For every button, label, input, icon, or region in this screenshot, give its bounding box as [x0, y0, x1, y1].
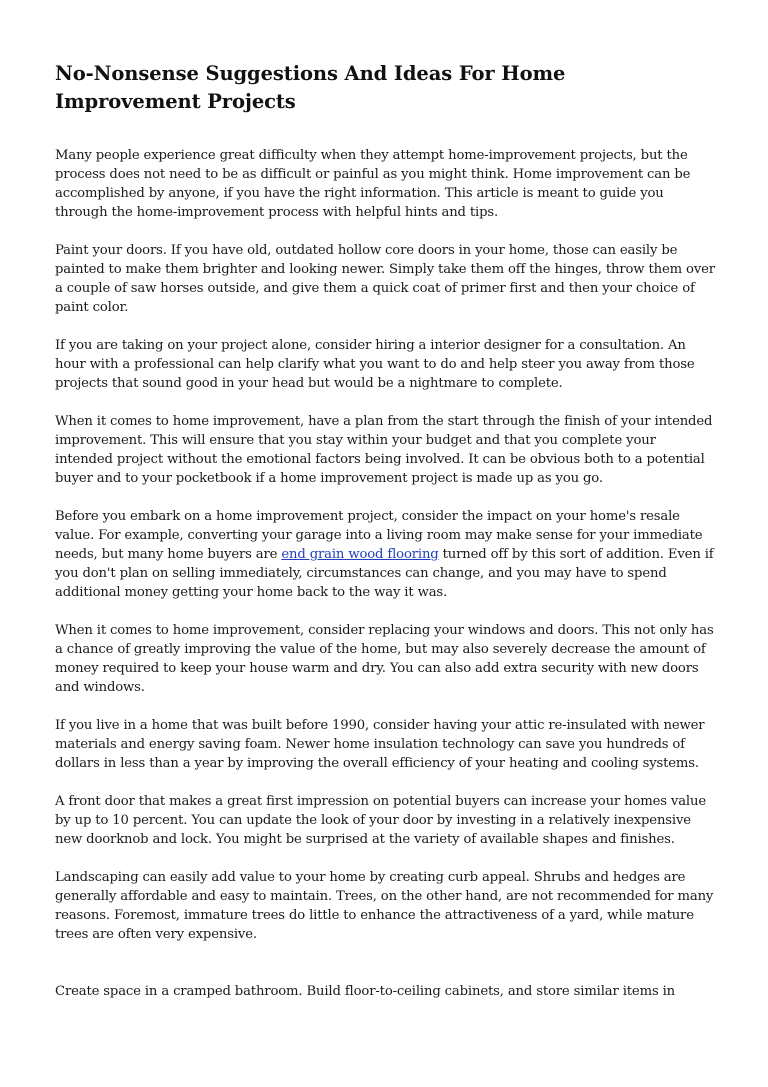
- paragraph-intro: Many people experience great difficulty when they attempt home-improvement projects, but the process does not need to be as difficult or painful as you might think. Home improvement can be accomplished by anyone, if you have the right information. This article is meant to guide you through the home-improvement process with helpful hints and tips.: [55, 148, 691, 220]
- paragraph-attic-insulation: If you live in a home that was built before 1990, consider having your attic re-insulated with newer materials and energy saving foam. Newer home insulation technology can save you hundreds of dollars in less than a year by improving the overall efficiency of your heating and cooling systems.: [55, 718, 705, 771]
- paragraph-interior-designer: If you are taking on your project alone, consider hiring a interior designer for a consultation. An hour with a professional can help clarify what you want to do and help steer you away from those projects that sound good in your head but would be a nightmare to complete.: [55, 338, 695, 391]
- article-title: No-Nonsense Suggestions And Ideas For Home Improvement Projects: [55, 62, 566, 113]
- document-page: [55, 60, 715, 1020]
- resale-text-before-link: Before you embark on a home improvement project, consider the impact on your home's resale value. For example, converting your garage into a living room may make sense for your immediate needs, but many home buyers are: [55, 509, 703, 562]
- paragraph-plan: When it comes to home improvement, have a plan from the start through the finish of your intended improvement. This will ensure that you stay within your budget and that you complete your intended project without the emotional factors being involved. It can be obvious both to a potential buyer and to your pocketbook if a home improvement project is made up as you go.: [55, 414, 713, 486]
- paragraph-landscaping: Landscaping can easily add value to your home by creating curb appeal. Shrubs and hedges are generally affordable and easy to maintain. Trees, on the other hand, are not recommended for many reasons. Foremost, immature trees do little to enhance the attractiveness of a yard, while mature trees are often very expensive.: [55, 870, 714, 942]
- paragraph-paint-doors: Paint your doors. If you have old, outdated hollow core doors in your home, those can easily be painted to make them brighter and looking newer. Simply take them off the hinges, throw them over a couple of saw horses outside, and give them a quick coat of primer first and then your choice of paint color.: [55, 243, 715, 315]
- end-grain-wood-flooring-link[interactable]: end grain wood flooring: [281, 547, 439, 562]
- paragraph-front-door: A front door that makes a great first impression on potential buyers can increase your homes value by up to 10 percent. You can update the look of your door by investing in a relatively inexpensive new doorknob and lock. You might be surprised at the variety of available shapes and finishes.: [55, 794, 706, 847]
- article-body: [55, 146, 715, 1001]
- paragraph-resale: [55, 507, 715, 602]
- paragraph-bathroom: Create space in a cramped bathroom. Build floor-to-ceiling cabinets, and store similar items in: [55, 984, 676, 999]
- resale-text-after-link: turned off by this sort of addition. Even if you don't plan on selling immediately, circumstances can change, and you may have to spend additional money getting your home back to the way it was.: [55, 547, 714, 600]
- paragraph-windows-doors: When it comes to home improvement, consider replacing your windows and doors. This not only has a chance of greatly improving the value of the home, but may also severely decrease the amount of money required to keep your house warm and dry. You can also add extra security with new doors and windows.: [55, 623, 714, 695]
